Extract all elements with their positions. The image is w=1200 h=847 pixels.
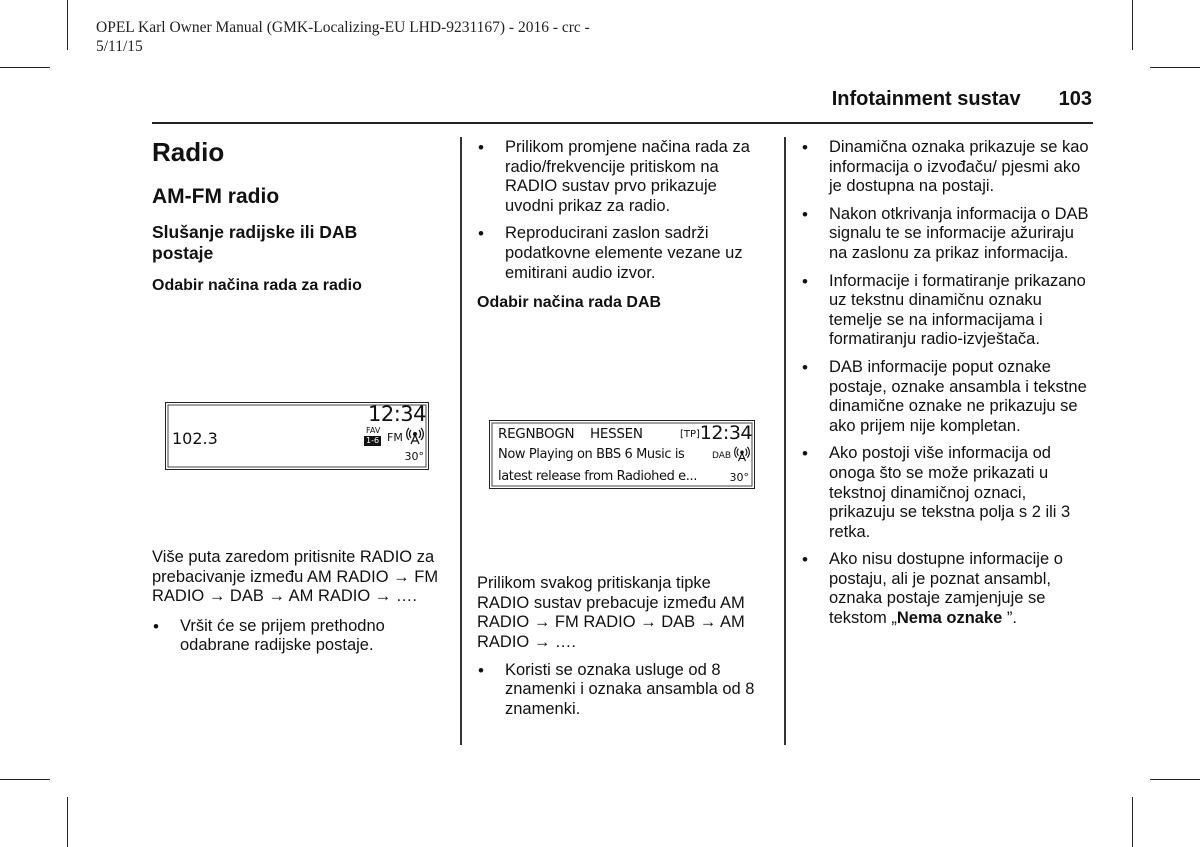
display-band: FM xyxy=(387,431,403,444)
crop-mark xyxy=(67,797,68,847)
column-1 xyxy=(152,137,442,664)
list-item xyxy=(801,550,1093,628)
meta-line: 5/11/15 xyxy=(96,38,143,55)
dab-radio-display xyxy=(489,420,755,489)
list-item: • DAB informacije poput oznake postaje, oznake ansambla i tekstne dinamične oznake ne prikazuju se ako prijem nije kompletan. xyxy=(801,358,1093,436)
bullet-list xyxy=(477,661,769,720)
crop-mark xyxy=(0,779,50,780)
crop-mark xyxy=(1132,0,1133,50)
body-paragraph: Prilikom svakog pritiskanja tipke RADIO sustav prebacuje između AM RADIO → FM RADIO → DAB → AM RADIO → …. xyxy=(477,574,745,651)
body-paragraph: Više puta zaredom pritisnite RADIO za prebacivanje između AM RADIO → FM RADIO → DAB → AM RADIO → …. xyxy=(152,548,439,606)
page-title: Radio xyxy=(152,137,225,167)
header-rule xyxy=(152,122,1093,124)
list-item: • Ako postoji više informacija od onoga što se može prikazati u tekstnoj dinamičnoj oznaci, prikazuju se tekstna polja s 2 ili 3 retka. xyxy=(801,444,1093,542)
list-item: • Vršit će se prijem prethodno odabrane radijske postaje. xyxy=(152,617,442,656)
list-item-text: Ako nisu dostupne informacije o postaju, ali je poznat ansambl, oznaka postaje zamjenjuje se tekstom „ xyxy=(829,550,1063,628)
display-line-3: latest release from Radiohed e... xyxy=(498,469,697,484)
bullet-list xyxy=(801,138,1093,629)
antenna-icon xyxy=(734,446,750,462)
paragraph-heading: Odabir načina rada DAB xyxy=(477,294,662,312)
list-item: • Informacije i formatiranje prikazano uz tekstnu dinamičnu oznaku temelje se na informacijama i formatiranju radio-izvještača. xyxy=(801,272,1093,350)
section-title: Infotainment sustav xyxy=(831,88,1021,110)
display-time: 12:34 xyxy=(699,422,752,444)
crop-mark xyxy=(1150,779,1200,780)
bullet-list xyxy=(477,138,769,283)
antenna-icon xyxy=(406,427,424,445)
paragraph-heading: Odabir načina rada za radio xyxy=(152,277,362,294)
emphasized-term: Nema oznake xyxy=(896,609,1003,628)
meta-line: OPEL Karl Owner Manual (GMK-Localizing-EU LHD-9231167) - 2016 - crc - xyxy=(96,19,590,36)
display-time: 12:34 xyxy=(367,402,426,426)
print-metadata xyxy=(96,18,590,56)
column-3 xyxy=(801,137,1093,637)
column-divider xyxy=(460,137,462,745)
display-fav-label: FAV xyxy=(366,426,381,435)
display-band: DAB xyxy=(712,451,732,461)
list-item: • Koristi se oznaka usluge od 8 znamenki i oznaka ansambla od 8 znamenki. xyxy=(477,661,769,720)
crop-mark xyxy=(1132,797,1133,847)
subsection-heading: Slušanje radijske ili DAB postaje xyxy=(152,222,358,263)
display-line-2: Now Playing on BBS 6 Music is xyxy=(498,447,685,462)
crop-mark xyxy=(0,67,50,68)
list-item: • Prilikom promjene načina rada za radio/frekvencije pritiskom na RADIO sustav prvo prikazuje uvodni prikaz za radio. xyxy=(477,138,769,216)
bullet-list xyxy=(152,617,442,656)
section-heading: AM-FM radio xyxy=(152,185,280,208)
display-preset: 1-6 xyxy=(366,436,380,445)
list-item: • Dinamična oznaka prikazuje se kao informacija o izvođaču/ pjesmi ako je dostupna na postaji. xyxy=(801,138,1093,197)
display-temperature: 30° xyxy=(404,450,424,463)
page-number: 103 xyxy=(1058,88,1092,110)
list-item-text: ”. xyxy=(1002,609,1017,628)
list-item: • Reproducirani zaslon sadrži podatkovne elemente vezane uz emitirani audio izvor. xyxy=(477,224,769,283)
fm-radio-display xyxy=(165,402,429,470)
crop-mark xyxy=(1150,67,1200,68)
display-station: REGNBOGN xyxy=(498,426,575,442)
display-tp-badge: [TP] xyxy=(680,429,700,440)
display-ensemble: HESSEN xyxy=(590,426,643,442)
crop-mark xyxy=(67,0,68,50)
display-frequency: 102.3 xyxy=(172,429,218,448)
list-item: • Nakon otkrivanja informacija o DAB signalu te se informacije ažuriraju na zaslonu za prikaz informacija. xyxy=(801,205,1093,264)
column-divider xyxy=(784,137,786,745)
running-header xyxy=(832,88,1092,111)
display-temperature: 30° xyxy=(729,471,749,484)
